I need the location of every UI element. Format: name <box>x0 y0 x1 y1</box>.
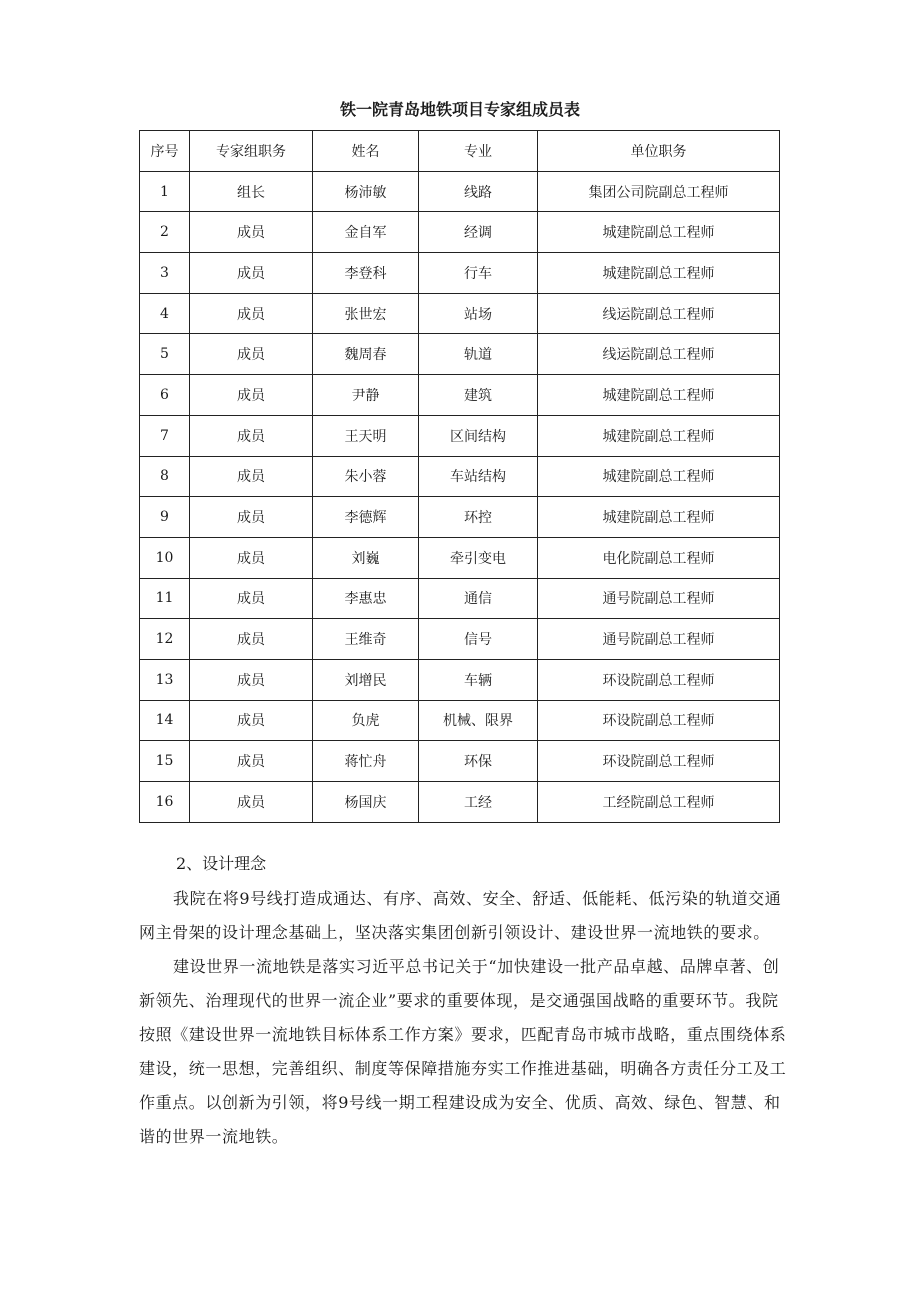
table-cell: 环设院副总工程师 <box>538 741 780 782</box>
table-cell: 环控 <box>419 497 538 538</box>
column-header: 专业 <box>419 131 538 172</box>
table-cell: 3 <box>140 253 190 294</box>
table-cell: 魏周春 <box>313 334 419 375</box>
paragraph: 我院在将9号线打造成通达、有序、高效、安全、舒适、低能耗、低污染的轨道交通网主骨架的设计理念基础上，坚决落实集团创新引领设计、建设世界一流地铁的要求。 <box>139 889 782 942</box>
table-cell: 站场 <box>419 293 538 334</box>
table-row <box>140 415 780 456</box>
table-cell: 城建院副总工程师 <box>538 375 780 416</box>
table-cell: 成员 <box>190 659 313 700</box>
table-cell: 朱小蓉 <box>313 456 419 497</box>
table-cell: 2 <box>140 212 190 253</box>
table-cell: 成员 <box>190 782 313 823</box>
table-cell: 环保 <box>419 741 538 782</box>
table-cell: 5 <box>140 334 190 375</box>
table-cell: 10 <box>140 537 190 578</box>
column-header: 单位职务 <box>538 131 780 172</box>
table-cell: 王天明 <box>313 415 419 456</box>
table-cell: 成员 <box>190 619 313 660</box>
table-row <box>140 171 780 212</box>
table-cell: 通号院副总工程师 <box>538 578 780 619</box>
table-cell: 轨道 <box>419 334 538 375</box>
column-header: 序号 <box>140 131 190 172</box>
paragraph: 建设世界一流地铁是落实习近平总书记关于“加快建设一批产品卓越、品牌卓著、创新领先、治理现代的世界一流企业”要求的重要体现，是交通强国战略的重要环节。我院按照《建设世界一流地铁目标体系工作方案》要求，匹配青岛市城市战略，重点围绕体系建设，统一思想，完善组织、制度等保障措施夯实工作推进基础，明确各方责任分工及工作重点。以创新为引领，将9号线一期工程建设成为安全、优质、高效、绿色、智慧、和谐的世界一流地铁。 <box>139 957 787 1146</box>
table-cell: 4 <box>140 293 190 334</box>
table-cell: 行车 <box>419 253 538 294</box>
table-cell: 成员 <box>190 456 313 497</box>
table-row <box>140 334 780 375</box>
table-cell: 机械、限界 <box>419 700 538 741</box>
table-cell: 8 <box>140 456 190 497</box>
table-cell: 15 <box>140 741 190 782</box>
table-cell: 杨国庆 <box>313 782 419 823</box>
table-cell: 尹静 <box>313 375 419 416</box>
table-cell: 车站结构 <box>419 456 538 497</box>
table-cell: 环设院副总工程师 <box>538 700 780 741</box>
table-row <box>140 375 780 416</box>
table-cell: 11 <box>140 578 190 619</box>
table-cell: 线路 <box>419 171 538 212</box>
table-row <box>140 659 780 700</box>
table-row <box>140 619 780 660</box>
table-cell: 成员 <box>190 375 313 416</box>
table-cell: 组长 <box>190 171 313 212</box>
table-cell: 建筑 <box>419 375 538 416</box>
table-cell: 14 <box>140 700 190 741</box>
table-cell: 刘巍 <box>313 537 419 578</box>
table-cell: 杨沛敏 <box>313 171 419 212</box>
table-cell: 9 <box>140 497 190 538</box>
table-cell: 环设院副总工程师 <box>538 659 780 700</box>
table-cell: 通信 <box>419 578 538 619</box>
table-cell: 成员 <box>190 334 313 375</box>
table-cell: 城建院副总工程师 <box>538 253 780 294</box>
table-cell: 城建院副总工程师 <box>538 456 780 497</box>
table-cell: 城建院副总工程师 <box>538 212 780 253</box>
table-cell: 线运院副总工程师 <box>538 293 780 334</box>
table-cell: 16 <box>140 782 190 823</box>
table-cell: 城建院副总工程师 <box>538 415 780 456</box>
table-cell: 通号院副总工程师 <box>538 619 780 660</box>
table-row <box>140 782 780 823</box>
table-cell: 经调 <box>419 212 538 253</box>
expert-roster-table <box>139 130 780 823</box>
table-cell: 成员 <box>190 537 313 578</box>
table-cell: 王维奇 <box>313 619 419 660</box>
table-row <box>140 741 780 782</box>
table-row <box>140 456 780 497</box>
table-cell: 李德辉 <box>313 497 419 538</box>
table-cell: 成员 <box>190 212 313 253</box>
table-cell: 12 <box>140 619 190 660</box>
table-row <box>140 700 780 741</box>
column-header: 姓名 <box>313 131 419 172</box>
table-cell: 金自军 <box>313 212 419 253</box>
table-cell: 成员 <box>190 293 313 334</box>
table-cell: 7 <box>140 415 190 456</box>
table-cell: 区间结构 <box>419 415 538 456</box>
table-cell: 成员 <box>190 497 313 538</box>
table-cell: 成员 <box>190 415 313 456</box>
table-cell: 成员 <box>190 578 313 619</box>
table-cell: 集团公司院副总工程师 <box>538 171 780 212</box>
table-row <box>140 212 780 253</box>
column-header: 专家组职务 <box>190 131 313 172</box>
table-cell: 负虎 <box>313 700 419 741</box>
table-cell: 线运院副总工程师 <box>538 334 780 375</box>
table-header-row <box>140 131 780 172</box>
table-row <box>140 578 780 619</box>
table-cell: 牵引变电 <box>419 537 538 578</box>
table-cell: 工经院副总工程师 <box>538 782 780 823</box>
table-cell: 6 <box>140 375 190 416</box>
table-cell: 城建院副总工程师 <box>538 497 780 538</box>
table-cell: 成员 <box>190 741 313 782</box>
table-row <box>140 497 780 538</box>
table-cell: 李惠忠 <box>313 578 419 619</box>
table-cell: 工经 <box>419 782 538 823</box>
table-cell: 车辆 <box>419 659 538 700</box>
table-row <box>140 537 780 578</box>
table-cell: 刘增民 <box>313 659 419 700</box>
table-cell: 成员 <box>190 700 313 741</box>
table-row <box>140 293 780 334</box>
section-heading: 2、设计理念 <box>176 854 267 873</box>
table-title: 铁一院青岛地铁项目专家组成员表 <box>339 100 580 119</box>
table-cell: 电化院副总工程师 <box>538 537 780 578</box>
table-cell: 蒋忙舟 <box>313 741 419 782</box>
table-cell: 张世宏 <box>313 293 419 334</box>
table-row <box>140 253 780 294</box>
table-cell: 1 <box>140 171 190 212</box>
table-cell: 成员 <box>190 253 313 294</box>
table-cell: 信号 <box>419 619 538 660</box>
table-cell: 李登科 <box>313 253 419 294</box>
table-cell: 13 <box>140 659 190 700</box>
